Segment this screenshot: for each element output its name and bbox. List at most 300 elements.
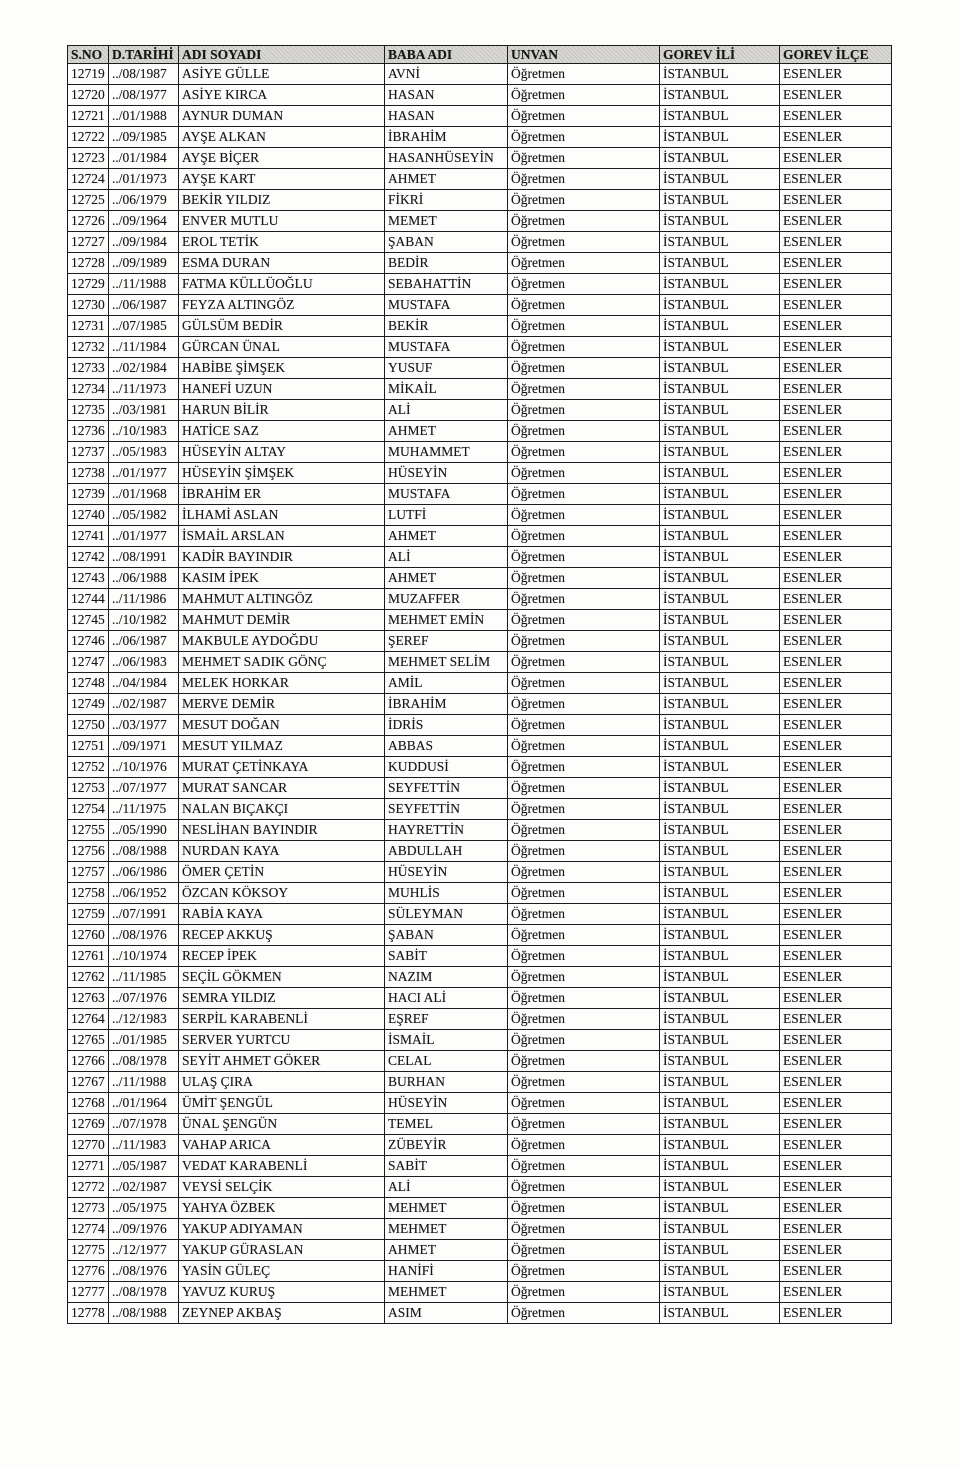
cell-name: MEHMET SADIK GÖNÇ xyxy=(179,652,385,673)
cell-birth-date: ../08/1978 xyxy=(109,1282,179,1303)
cell-father-name: ŞEREF xyxy=(385,631,508,652)
table-row xyxy=(68,820,892,841)
cell-district: ESENLER xyxy=(780,127,892,148)
cell-sno: 12725 xyxy=(68,190,109,211)
cell-district: ESENLER xyxy=(780,1282,892,1303)
cell-birth-date: ../07/1977 xyxy=(109,778,179,799)
cell-province: İSTANBUL xyxy=(660,799,780,820)
table-row xyxy=(68,1303,892,1324)
cell-sno: 12730 xyxy=(68,295,109,316)
cell-title: Öğretmen xyxy=(508,610,660,631)
table-row xyxy=(68,1072,892,1093)
cell-name: YASİN GÜLEÇ xyxy=(179,1261,385,1282)
cell-province: İSTANBUL xyxy=(660,127,780,148)
cell-district: ESENLER xyxy=(780,190,892,211)
cell-sno: 12741 xyxy=(68,526,109,547)
table-row xyxy=(68,1030,892,1051)
cell-name: MESUT DOĞAN xyxy=(179,715,385,736)
table-row xyxy=(68,946,892,967)
cell-sno: 12719 xyxy=(68,64,109,85)
cell-name: RECEP İPEK xyxy=(179,946,385,967)
table-row xyxy=(68,988,892,1009)
cell-title: Öğretmen xyxy=(508,1009,660,1030)
cell-name: SEÇİL GÖKMEN xyxy=(179,967,385,988)
cell-title: Öğretmen xyxy=(508,127,660,148)
cell-father-name: EŞREF xyxy=(385,1009,508,1030)
cell-province: İSTANBUL xyxy=(660,1072,780,1093)
cell-province: İSTANBUL xyxy=(660,1198,780,1219)
cell-title: Öğretmen xyxy=(508,1072,660,1093)
cell-sno: 12732 xyxy=(68,337,109,358)
cell-father-name: MEMET xyxy=(385,211,508,232)
cell-name: NESLİHAN BAYINDIR xyxy=(179,820,385,841)
cell-birth-date: ../12/1983 xyxy=(109,1009,179,1030)
cell-birth-date: ../08/1987 xyxy=(109,64,179,85)
cell-birth-date: ../03/1977 xyxy=(109,715,179,736)
cell-father-name: ZÜBEYİR xyxy=(385,1135,508,1156)
cell-province: İSTANBUL xyxy=(660,820,780,841)
cell-name: ENVER MUTLU xyxy=(179,211,385,232)
cell-sno: 12765 xyxy=(68,1030,109,1051)
cell-title: Öğretmen xyxy=(508,715,660,736)
cell-sno: 12769 xyxy=(68,1114,109,1135)
cell-name: SERPİL KARABENLİ xyxy=(179,1009,385,1030)
cell-father-name: İBRAHİM xyxy=(385,694,508,715)
cell-province: İSTANBUL xyxy=(660,484,780,505)
cell-birth-date: ../07/1985 xyxy=(109,316,179,337)
cell-district: ESENLER xyxy=(780,1093,892,1114)
cell-district: ESENLER xyxy=(780,295,892,316)
cell-sno: 12746 xyxy=(68,631,109,652)
cell-sno: 12771 xyxy=(68,1156,109,1177)
cell-district: ESENLER xyxy=(780,211,892,232)
cell-title: Öğretmen xyxy=(508,841,660,862)
table-row xyxy=(68,1282,892,1303)
table-row xyxy=(68,1261,892,1282)
table-row xyxy=(68,253,892,274)
table-row xyxy=(68,694,892,715)
cell-birth-date: ../08/1976 xyxy=(109,925,179,946)
cell-sno: 12772 xyxy=(68,1177,109,1198)
cell-sno: 12760 xyxy=(68,925,109,946)
table-row xyxy=(68,106,892,127)
table-row xyxy=(68,1114,892,1135)
cell-title: Öğretmen xyxy=(508,316,660,337)
table-row xyxy=(68,484,892,505)
cell-district: ESENLER xyxy=(780,967,892,988)
cell-father-name: HACI ALİ xyxy=(385,988,508,1009)
cell-birth-date: ../11/1988 xyxy=(109,1072,179,1093)
cell-birth-date: ../05/1983 xyxy=(109,442,179,463)
cell-sno: 12775 xyxy=(68,1240,109,1261)
cell-birth-date: ../05/1982 xyxy=(109,505,179,526)
cell-title: Öğretmen xyxy=(508,295,660,316)
cell-birth-date: ../06/1987 xyxy=(109,631,179,652)
cell-province: İSTANBUL xyxy=(660,274,780,295)
cell-province: İSTANBUL xyxy=(660,1261,780,1282)
cell-sno: 12722 xyxy=(68,127,109,148)
cell-father-name: AVNİ xyxy=(385,64,508,85)
column-header-district: GOREV İLÇE xyxy=(780,46,892,64)
cell-district: ESENLER xyxy=(780,442,892,463)
cell-sno: 12744 xyxy=(68,589,109,610)
cell-father-name: İDRİS xyxy=(385,715,508,736)
cell-birth-date: ../05/1975 xyxy=(109,1198,179,1219)
cell-sno: 12727 xyxy=(68,232,109,253)
cell-title: Öğretmen xyxy=(508,1177,660,1198)
cell-province: İSTANBUL xyxy=(660,631,780,652)
cell-district: ESENLER xyxy=(780,106,892,127)
cell-title: Öğretmen xyxy=(508,337,660,358)
cell-title: Öğretmen xyxy=(508,463,660,484)
cell-birth-date: ../05/1987 xyxy=(109,1156,179,1177)
cell-birth-date: ../09/1976 xyxy=(109,1219,179,1240)
cell-district: ESENLER xyxy=(780,316,892,337)
cell-name: ESMA DURAN xyxy=(179,253,385,274)
cell-name: HATİCE SAZ xyxy=(179,421,385,442)
cell-birth-date: ../08/1976 xyxy=(109,1261,179,1282)
table-row xyxy=(68,1093,892,1114)
cell-birth-date: ../09/1984 xyxy=(109,232,179,253)
cell-district: ESENLER xyxy=(780,253,892,274)
cell-name: KASIM İPEK xyxy=(179,568,385,589)
table-row xyxy=(68,715,892,736)
cell-title: Öğretmen xyxy=(508,1261,660,1282)
cell-birth-date: ../10/1974 xyxy=(109,946,179,967)
cell-district: ESENLER xyxy=(780,820,892,841)
cell-district: ESENLER xyxy=(780,1219,892,1240)
cell-title: Öğretmen xyxy=(508,904,660,925)
cell-birth-date: ../01/1985 xyxy=(109,1030,179,1051)
table-row xyxy=(68,568,892,589)
cell-sno: 12757 xyxy=(68,862,109,883)
cell-district: ESENLER xyxy=(780,610,892,631)
column-header-name: ADI SOYADI xyxy=(179,46,385,64)
cell-province: İSTANBUL xyxy=(660,1177,780,1198)
cell-name: ASİYE KIRCA xyxy=(179,85,385,106)
cell-title: Öğretmen xyxy=(508,967,660,988)
cell-name: MURAT SANCAR xyxy=(179,778,385,799)
cell-name: ULAŞ ÇIRA xyxy=(179,1072,385,1093)
cell-name: YAHYA ÖZBEK xyxy=(179,1198,385,1219)
cell-birth-date: ../11/1975 xyxy=(109,799,179,820)
cell-title: Öğretmen xyxy=(508,946,660,967)
cell-title: Öğretmen xyxy=(508,505,660,526)
cell-father-name: ABBAS xyxy=(385,736,508,757)
cell-province: İSTANBUL xyxy=(660,253,780,274)
table-row xyxy=(68,736,892,757)
cell-name: HARUN BİLİR xyxy=(179,400,385,421)
cell-province: İSTANBUL xyxy=(660,64,780,85)
table-row xyxy=(68,799,892,820)
table-row xyxy=(68,400,892,421)
cell-father-name: İSMAİL xyxy=(385,1030,508,1051)
cell-district: ESENLER xyxy=(780,337,892,358)
cell-title: Öğretmen xyxy=(508,1282,660,1303)
cell-province: İSTANBUL xyxy=(660,1156,780,1177)
cell-birth-date: ../06/1983 xyxy=(109,652,179,673)
cell-title: Öğretmen xyxy=(508,253,660,274)
cell-name: KADİR BAYINDIR xyxy=(179,547,385,568)
cell-district: ESENLER xyxy=(780,400,892,421)
table-body xyxy=(68,64,892,1324)
cell-sno: 12738 xyxy=(68,463,109,484)
cell-district: ESENLER xyxy=(780,988,892,1009)
table-row xyxy=(68,85,892,106)
cell-father-name: MUSTAFA xyxy=(385,295,508,316)
cell-district: ESENLER xyxy=(780,757,892,778)
cell-province: İSTANBUL xyxy=(660,589,780,610)
table-row xyxy=(68,1198,892,1219)
cell-district: ESENLER xyxy=(780,862,892,883)
cell-sno: 12735 xyxy=(68,400,109,421)
cell-birth-date: ../08/1991 xyxy=(109,547,179,568)
cell-province: İSTANBUL xyxy=(660,967,780,988)
cell-name: MELEK HORKAR xyxy=(179,673,385,694)
cell-birth-date: ../11/1983 xyxy=(109,1135,179,1156)
cell-sno: 12742 xyxy=(68,547,109,568)
cell-district: ESENLER xyxy=(780,547,892,568)
cell-name: MAHMUT ALTINGÖZ xyxy=(179,589,385,610)
table-row xyxy=(68,169,892,190)
cell-district: ESENLER xyxy=(780,1177,892,1198)
cell-birth-date: ../09/1985 xyxy=(109,127,179,148)
cell-name: FATMA KÜLLÜOĞLU xyxy=(179,274,385,295)
cell-birth-date: ../07/1991 xyxy=(109,904,179,925)
cell-district: ESENLER xyxy=(780,421,892,442)
cell-district: ESENLER xyxy=(780,589,892,610)
cell-district: ESENLER xyxy=(780,715,892,736)
cell-father-name: FİKRİ xyxy=(385,190,508,211)
cell-province: İSTANBUL xyxy=(660,1282,780,1303)
cell-province: İSTANBUL xyxy=(660,316,780,337)
cell-sno: 12749 xyxy=(68,694,109,715)
cell-province: İSTANBUL xyxy=(660,85,780,106)
cell-name: İBRAHİM ER xyxy=(179,484,385,505)
table-row xyxy=(68,127,892,148)
cell-province: İSTANBUL xyxy=(660,1114,780,1135)
cell-birth-date: ../10/1983 xyxy=(109,421,179,442)
cell-province: İSTANBUL xyxy=(660,211,780,232)
cell-sno: 12768 xyxy=(68,1093,109,1114)
cell-sno: 12755 xyxy=(68,820,109,841)
cell-name: MESUT YILMAZ xyxy=(179,736,385,757)
table-row xyxy=(68,316,892,337)
cell-birth-date: ../11/1985 xyxy=(109,967,179,988)
cell-name: HABİBE ŞİMŞEK xyxy=(179,358,385,379)
cell-district: ESENLER xyxy=(780,1135,892,1156)
cell-district: ESENLER xyxy=(780,1240,892,1261)
cell-title: Öğretmen xyxy=(508,925,660,946)
header-row xyxy=(68,46,892,64)
roster-table xyxy=(67,45,892,1324)
cell-father-name: KUDDUSİ xyxy=(385,757,508,778)
cell-sno: 12736 xyxy=(68,421,109,442)
column-header-title: UNVAN xyxy=(508,46,660,64)
cell-sno: 12764 xyxy=(68,1009,109,1030)
cell-birth-date: ../11/1973 xyxy=(109,379,179,400)
cell-birth-date: ../06/1988 xyxy=(109,568,179,589)
table-row xyxy=(68,442,892,463)
cell-sno: 12767 xyxy=(68,1072,109,1093)
table-row xyxy=(68,505,892,526)
cell-birth-date: ../02/1987 xyxy=(109,694,179,715)
cell-sno: 12729 xyxy=(68,274,109,295)
cell-title: Öğretmen xyxy=(508,232,660,253)
cell-title: Öğretmen xyxy=(508,1198,660,1219)
cell-sno: 12770 xyxy=(68,1135,109,1156)
table-row xyxy=(68,862,892,883)
cell-district: ESENLER xyxy=(780,1261,892,1282)
cell-father-name: MUSTAFA xyxy=(385,484,508,505)
cell-district: ESENLER xyxy=(780,1303,892,1324)
cell-sno: 12724 xyxy=(68,169,109,190)
cell-title: Öğretmen xyxy=(508,1303,660,1324)
cell-district: ESENLER xyxy=(780,673,892,694)
cell-title: Öğretmen xyxy=(508,190,660,211)
cell-title: Öğretmen xyxy=(508,883,660,904)
cell-father-name: SABİT xyxy=(385,946,508,967)
cell-birth-date: ../11/1984 xyxy=(109,337,179,358)
cell-province: İSTANBUL xyxy=(660,337,780,358)
cell-province: İSTANBUL xyxy=(660,715,780,736)
cell-province: İSTANBUL xyxy=(660,1303,780,1324)
cell-sno: 12751 xyxy=(68,736,109,757)
table-row xyxy=(68,379,892,400)
cell-province: İSTANBUL xyxy=(660,190,780,211)
cell-sno: 12723 xyxy=(68,148,109,169)
cell-title: Öğretmen xyxy=(508,421,660,442)
cell-sno: 12748 xyxy=(68,673,109,694)
cell-title: Öğretmen xyxy=(508,1093,660,1114)
cell-father-name: AHMET xyxy=(385,421,508,442)
cell-father-name: AHMET xyxy=(385,169,508,190)
table-row xyxy=(68,778,892,799)
cell-father-name: ABDULLAH xyxy=(385,841,508,862)
cell-title: Öğretmen xyxy=(508,274,660,295)
cell-province: İSTANBUL xyxy=(660,736,780,757)
cell-district: ESENLER xyxy=(780,652,892,673)
cell-title: Öğretmen xyxy=(508,1240,660,1261)
cell-father-name: HASAN xyxy=(385,85,508,106)
cell-sno: 12733 xyxy=(68,358,109,379)
cell-title: Öğretmen xyxy=(508,568,660,589)
cell-title: Öğretmen xyxy=(508,1051,660,1072)
cell-birth-date: ../03/1981 xyxy=(109,400,179,421)
cell-father-name: MUZAFFER xyxy=(385,589,508,610)
cell-father-name: MUHLİS xyxy=(385,883,508,904)
cell-province: İSTANBUL xyxy=(660,1051,780,1072)
cell-name: VEYSİ SELÇİK xyxy=(179,1177,385,1198)
cell-province: İSTANBUL xyxy=(660,988,780,1009)
cell-name: ASİYE GÜLLE xyxy=(179,64,385,85)
cell-father-name: MEHMET SELİM xyxy=(385,652,508,673)
cell-sno: 12747 xyxy=(68,652,109,673)
cell-district: ESENLER xyxy=(780,694,892,715)
cell-sno: 12726 xyxy=(68,211,109,232)
cell-birth-date: ../05/1990 xyxy=(109,820,179,841)
cell-birth-date: ../06/1979 xyxy=(109,190,179,211)
cell-district: ESENLER xyxy=(780,841,892,862)
cell-province: İSTANBUL xyxy=(660,169,780,190)
cell-sno: 12766 xyxy=(68,1051,109,1072)
cell-name: AYŞE BİÇER xyxy=(179,148,385,169)
cell-province: İSTANBUL xyxy=(660,106,780,127)
cell-province: İSTANBUL xyxy=(660,1240,780,1261)
cell-province: İSTANBUL xyxy=(660,673,780,694)
cell-district: ESENLER xyxy=(780,64,892,85)
cell-title: Öğretmen xyxy=(508,64,660,85)
column-header-sno: S.NO xyxy=(68,46,109,64)
cell-father-name: LUTFİ xyxy=(385,505,508,526)
cell-sno: 12756 xyxy=(68,841,109,862)
cell-title: Öğretmen xyxy=(508,757,660,778)
cell-name: VEDAT KARABENLİ xyxy=(179,1156,385,1177)
cell-name: MAHMUT DEMİR xyxy=(179,610,385,631)
table-row xyxy=(68,190,892,211)
cell-father-name: HASANHÜSEYİN xyxy=(385,148,508,169)
cell-district: ESENLER xyxy=(780,1051,892,1072)
cell-name: İSMAİL ARSLAN xyxy=(179,526,385,547)
cell-sno: 12737 xyxy=(68,442,109,463)
table-row xyxy=(68,967,892,988)
cell-province: İSTANBUL xyxy=(660,757,780,778)
cell-sno: 12759 xyxy=(68,904,109,925)
cell-birth-date: ../10/1982 xyxy=(109,610,179,631)
cell-father-name: MUSTAFA xyxy=(385,337,508,358)
cell-birth-date: ../01/1977 xyxy=(109,526,179,547)
cell-province: İSTANBUL xyxy=(660,295,780,316)
cell-father-name: BEKİR xyxy=(385,316,508,337)
cell-father-name: SEYFETTİN xyxy=(385,799,508,820)
cell-title: Öğretmen xyxy=(508,484,660,505)
cell-sno: 12721 xyxy=(68,106,109,127)
table-row xyxy=(68,841,892,862)
cell-province: İSTANBUL xyxy=(660,505,780,526)
cell-title: Öğretmen xyxy=(508,862,660,883)
cell-birth-date: ../06/1987 xyxy=(109,295,179,316)
cell-title: Öğretmen xyxy=(508,211,660,232)
cell-title: Öğretmen xyxy=(508,589,660,610)
cell-title: Öğretmen xyxy=(508,1114,660,1135)
cell-province: İSTANBUL xyxy=(660,1093,780,1114)
cell-province: İSTANBUL xyxy=(660,610,780,631)
cell-father-name: İBRAHİM xyxy=(385,127,508,148)
cell-father-name: AHMET xyxy=(385,568,508,589)
cell-title: Öğretmen xyxy=(508,820,660,841)
cell-name: GÜLSÜM BEDİR xyxy=(179,316,385,337)
cell-district: ESENLER xyxy=(780,1156,892,1177)
cell-title: Öğretmen xyxy=(508,736,660,757)
cell-name: HÜSEYİN ALTAY xyxy=(179,442,385,463)
cell-name: RABİA KAYA xyxy=(179,904,385,925)
cell-title: Öğretmen xyxy=(508,631,660,652)
cell-name: AYŞE ALKAN xyxy=(179,127,385,148)
table-row xyxy=(68,1009,892,1030)
cell-title: Öğretmen xyxy=(508,169,660,190)
cell-district: ESENLER xyxy=(780,148,892,169)
table-row xyxy=(68,64,892,85)
cell-birth-date: ../02/1987 xyxy=(109,1177,179,1198)
cell-name: NURDAN KAYA xyxy=(179,841,385,862)
cell-birth-date: ../08/1977 xyxy=(109,85,179,106)
cell-birth-date: ../06/1986 xyxy=(109,862,179,883)
table-header xyxy=(68,46,892,64)
cell-province: İSTANBUL xyxy=(660,442,780,463)
table-row xyxy=(68,610,892,631)
cell-birth-date: ../01/1977 xyxy=(109,463,179,484)
cell-birth-date: ../06/1952 xyxy=(109,883,179,904)
